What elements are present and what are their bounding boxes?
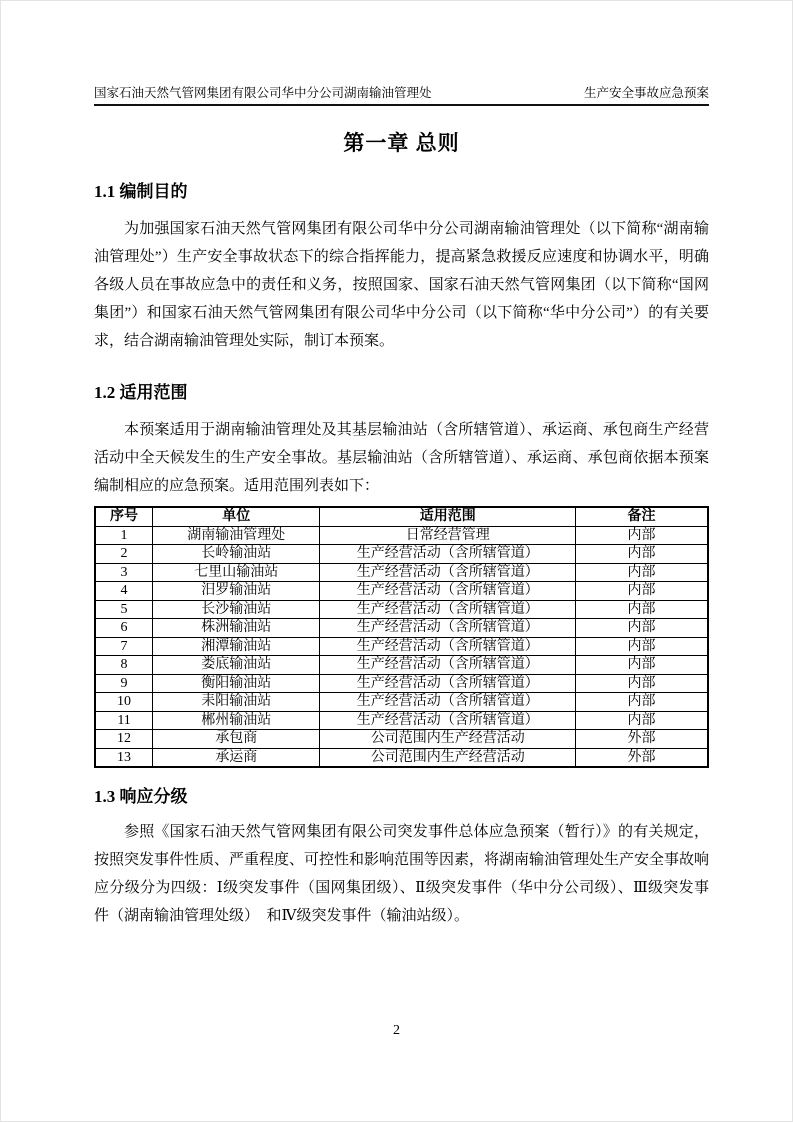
section-paragraph-1-3: 参照《国家石油天然气管网集团有限公司突发事件总体应急预案（暂行）》的有关规定，按照突发事件性质、严重程度、可控性和影响范围等因素，将湖南输油管理处生产安全事故响应分级分为四级：Ⅰ级突发事件（国网集团级）、Ⅱ级突发事件（华中分公司级）、Ⅲ级突发事件（湖南输油管理处级） 和Ⅳ级突发事件（输油站级）。 <box>94 824 710 924</box>
table-cell: 内部 <box>576 693 708 712</box>
table-cell: 6 <box>95 619 153 638</box>
page-footer <box>1 1023 792 1039</box>
table-cell: 生产经营活动（含所辖管道） <box>320 582 576 601</box>
section-heading-1-1: 1.1 编制目的 <box>94 182 188 201</box>
page-content <box>94 85 709 930</box>
table-cell: 8 <box>95 656 153 675</box>
section-paragraph-1-2: 本预案适用于湖南输油管理处及其基层输油站（含所辖管道）、承运商、承包商生产经营活动中全天候发生的生产安全事故。基层输油站（含所辖管道）、承运商、承包商依据本预案编制相应的应急预案。适用范围列表如下： <box>94 422 709 494</box>
table-cell: 内部 <box>576 619 708 638</box>
table-row <box>95 656 708 675</box>
table-cell: 内部 <box>576 563 708 582</box>
table-cell: 3 <box>95 563 153 582</box>
table-row <box>95 545 708 564</box>
table-cell: 娄底输油站 <box>153 656 320 675</box>
column-header-note: 备注 <box>576 507 708 526</box>
table-cell: 公司范围内生产经营活动 <box>320 730 576 749</box>
table-row <box>95 600 708 619</box>
table-cell: 生产经营活动（含所辖管道） <box>320 563 576 582</box>
table-cell: 内部 <box>576 526 708 545</box>
section-paragraph-1-1: 为加强国家石油天然气管网集团有限公司华中分公司湖南输油管理处（以下简称“湖南输油管理处”）生产安全事故状态下的综合指挥能力，提高紧急救援反应速度和协调水平，明确各级人员在事故应急中的责任和义务，按照国家、国家石油天然气管网集团（以下简称“国网集团”）和国家石油天然气管网集团有限公司华中分公司（以下简称“华中分公司”）的有关要求，结合湖南输油管理处实际，制订本预案。 <box>94 221 709 349</box>
table-cell: 生产经营活动（含所辖管道） <box>320 656 576 675</box>
table-row <box>95 711 708 730</box>
table-cell: 生产经营活动（含所辖管道） <box>320 619 576 638</box>
table-row <box>95 693 708 712</box>
table-cell: 公司范围内生产经营活动 <box>320 748 576 767</box>
table-row <box>95 637 708 656</box>
table-cell: 5 <box>95 600 153 619</box>
column-header-scope: 适用范围 <box>320 507 576 526</box>
table-cell: 株洲输油站 <box>153 619 320 638</box>
table-cell: 日常经营管理 <box>320 526 576 545</box>
table-cell: 郴州输油站 <box>153 711 320 730</box>
table-row <box>95 563 708 582</box>
table-cell: 七里山输油站 <box>153 563 320 582</box>
column-header-unit: 单位 <box>153 507 320 526</box>
table-cell: 9 <box>95 674 153 693</box>
table-cell: 内部 <box>576 711 708 730</box>
table-cell: 内部 <box>576 637 708 656</box>
table-cell: 4 <box>95 582 153 601</box>
table-cell: 生产经营活动（含所辖管道） <box>320 693 576 712</box>
table-cell: 1 <box>95 526 153 545</box>
table-cell: 外部 <box>576 730 708 749</box>
table-cell: 2 <box>95 545 153 564</box>
table-cell: 承包商 <box>153 730 320 749</box>
table-cell: 长岭输油站 <box>153 545 320 564</box>
table-cell: 13 <box>95 748 153 767</box>
scope-table-body <box>95 526 708 767</box>
table-cell: 耒阳输油站 <box>153 693 320 712</box>
table-cell: 内部 <box>576 600 708 619</box>
table-cell: 长沙输油站 <box>153 600 320 619</box>
column-header-seq: 序号 <box>95 507 153 526</box>
table-row <box>95 526 708 545</box>
table-cell: 内部 <box>576 674 708 693</box>
table-cell: 承运商 <box>153 748 320 767</box>
scope-table-header-row <box>95 507 708 526</box>
section-heading-1-3: 1.3 响应分级 <box>94 787 188 806</box>
chapter-title: 第一章 总则 <box>343 131 460 155</box>
table-cell: 12 <box>95 730 153 749</box>
table-cell: 湖南输油管理处 <box>153 526 320 545</box>
table-row <box>95 674 708 693</box>
table-cell: 内部 <box>576 545 708 564</box>
table-cell: 内部 <box>576 582 708 601</box>
table-row <box>95 730 708 749</box>
scope-table <box>94 506 709 768</box>
table-cell: 11 <box>95 711 153 730</box>
table-cell: 衡阳输油站 <box>153 674 320 693</box>
table-cell: 生产经营活动（含所辖管道） <box>320 545 576 564</box>
table-cell: 7 <box>95 637 153 656</box>
table-cell: 生产经营活动（含所辖管道） <box>320 637 576 656</box>
table-row <box>95 748 708 767</box>
table-cell: 湘潭输油站 <box>153 637 320 656</box>
table-cell: 内部 <box>576 656 708 675</box>
table-cell: 生产经营活动（含所辖管道） <box>320 674 576 693</box>
table-cell: 汨罗输油站 <box>153 582 320 601</box>
table-cell: 生产经营活动（含所辖管道） <box>320 600 576 619</box>
table-cell: 生产经营活动（含所辖管道） <box>320 711 576 730</box>
section-heading-1-2: 1.2 适用范围 <box>94 383 188 402</box>
header-left-text: 国家石油天然气管网集团有限公司华中分公司湖南输油管理处 <box>94 86 432 100</box>
table-row <box>95 582 708 601</box>
page-number: 2 <box>393 1023 400 1038</box>
running-header <box>94 85 709 106</box>
table-row <box>95 619 708 638</box>
table-cell: 10 <box>95 693 153 712</box>
table-cell: 外部 <box>576 748 708 767</box>
header-right-text: 生产安全事故应急预案 <box>583 86 709 100</box>
